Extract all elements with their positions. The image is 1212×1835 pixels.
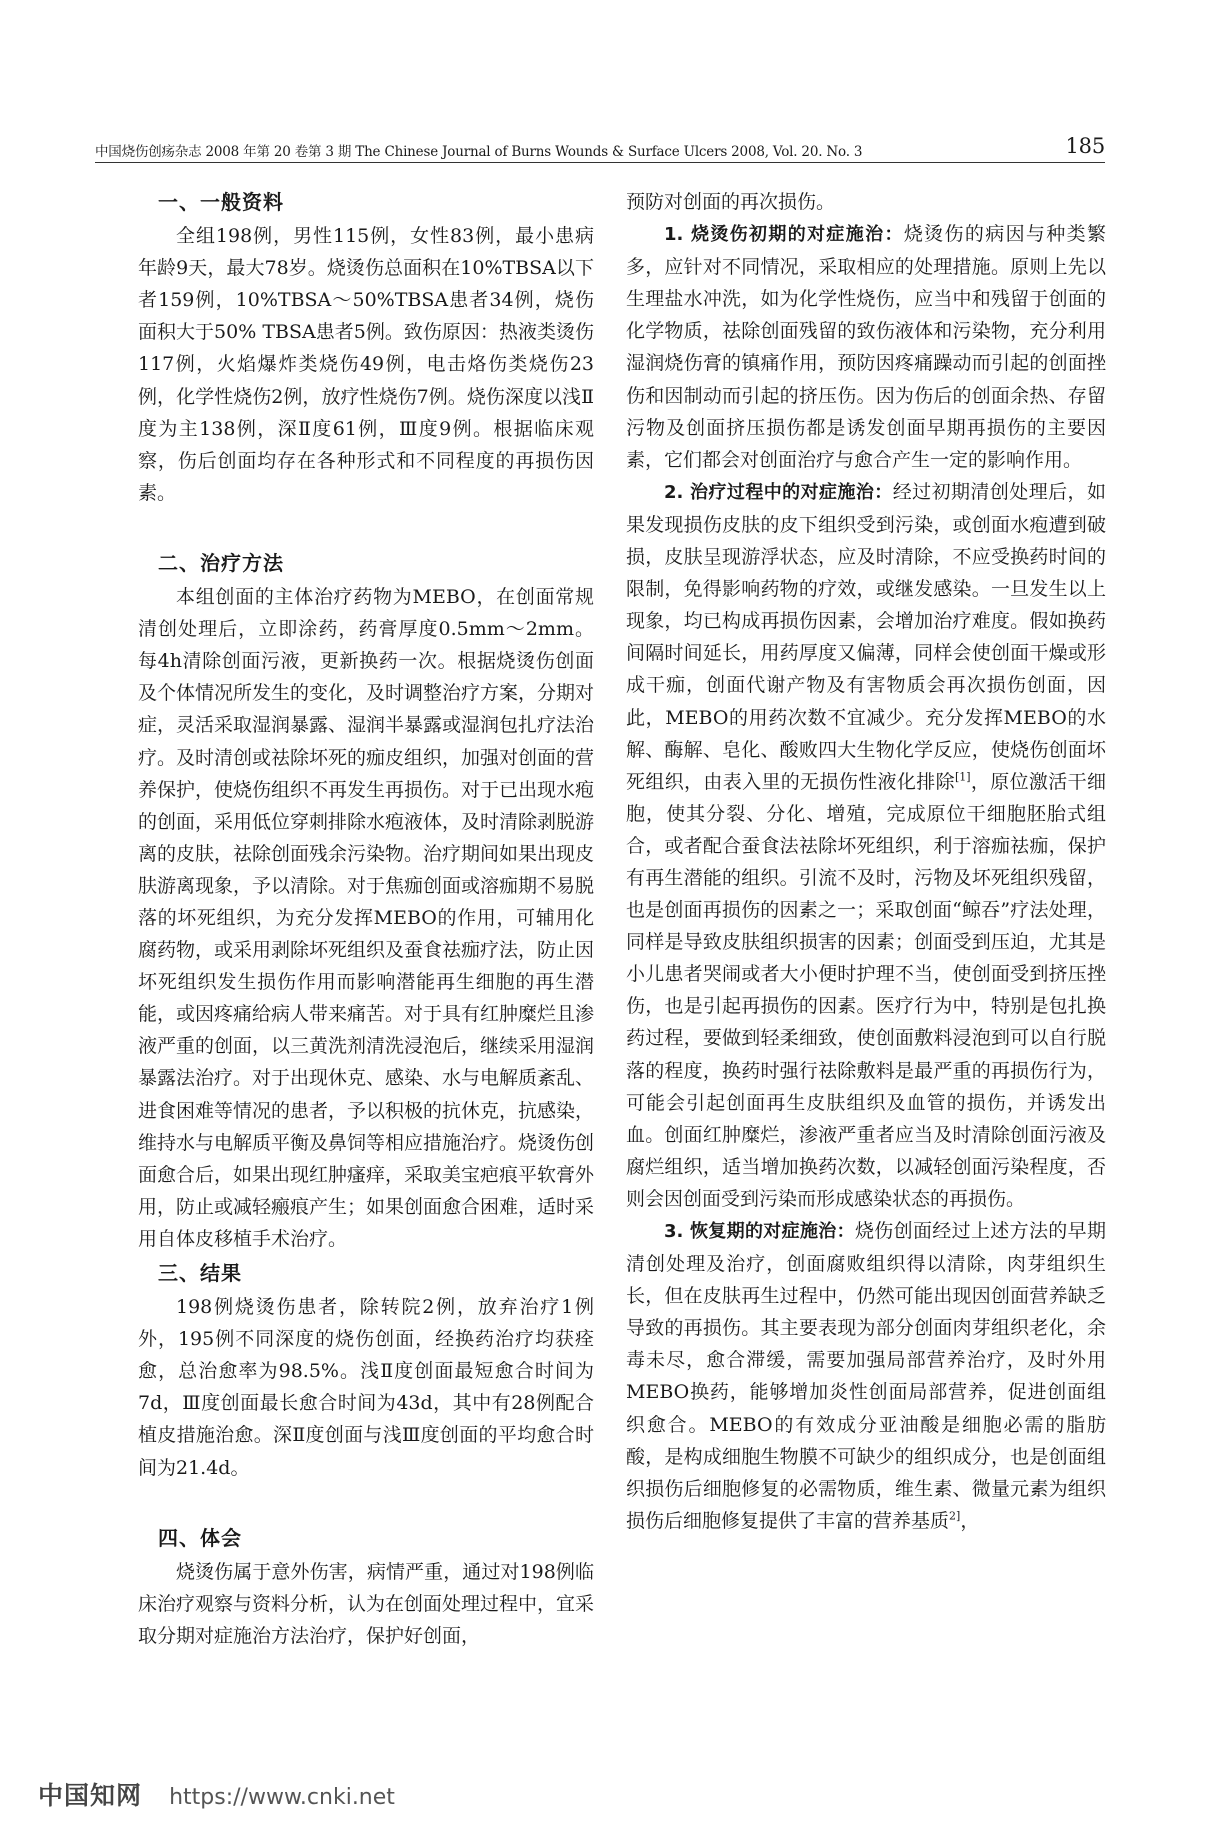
paragraph-results: 198例烧烫伤患者，除转院2例，放弃治疗1例外，195例不同深度的烧伤创面，经换药治疗均获痊愈，总治愈率为98.5%。浅Ⅱ度创面最短愈合时间为7d，Ⅲ度创面最长愈合时间为43d，其中有28例配合植皮措施治愈。深Ⅱ度创面与浅Ⅲ度创面的平均愈合时间为21.4d。: [138, 1296, 594, 1479]
text-treatment-stage-a: 经过初期清创处理后，如果发现损伤皮肤的皮下组织受到污染，或创面水疱遭到破损，皮肤呈现游浮状态，应及时清除，不应受换药时间的限制，免得影响药物的疗效，或继发感染。一旦发生以上现象，均已构成再损伤因素，会增加治疗难度。假如换药间隔时间延长，用药厚度又偏薄，同样会使创面干燥或形成干痂，创面代谢产物及有害物质会再次损伤创面，因此，MEBO的用药次数不宜减少。充分发挥MEBO的水解、酶解、皂化、酸败四大生物化学反应，使烧伤创面坏死组织，由表入里的无损伤性液化排除: [626, 480, 1106, 793]
cnki-logo: 中国知网: [38, 1781, 143, 1810]
watermark-footer: [38, 1776, 395, 1816]
right-column: [626, 186, 1106, 1537]
section-heading-results: 三、结果: [158, 1261, 242, 1285]
left-column: [138, 186, 594, 1652]
run-in-heading-treatment: 2. 治疗过程中的对症施治：: [664, 481, 893, 503]
paragraph-methods: 本组创面的主体治疗药物为MEBO，在创面常规清创处理后，立即涂药，药膏厚度0.5mm～2mm。每4h清除创面污液，更新换药一次。根据烧烫伤创面及个体情况所发生的变化，及时调整治疗方案，分期对症，灵活采取湿润暴露、湿润半暴露或湿润包扎疗法治疗。及时清创或祛除坏死的痂皮组织，加强对创面的营养保护，使烧伤组织不再发生再损伤。对于已出现水疱的创面，采用低位穿刺排除水疱液体，及时清除剥脱游离的皮肤，祛除创面残余污染物。治疗期间如果出现皮肤游离现象，予以清除。对于焦痂创面或溶痂期不易脱落的坏死组织，为充分发挥MEBO的作用，可辅用化腐药物，或采用剥除坏死组织及蚕食祛痂疗法，防止因坏死组织发生损伤作用而影响潜能再生细胞的再生潜能，或因疼痛给病人带来痛苦。对于具有红肿糜烂且渗液严重的创面，以三黄洗剂清洗浸泡后，继续采用湿润暴露法治疗。对于出现休克、感染、水与电解质紊乱、进食困难等情况的患者，予以积极的抗休克，抗感染，维持水与电解质平衡及鼻饲等相应措施治疗。烧烫伤创面愈合后，如果出现红肿瘙痒，采取美宝疤痕平软膏外用，防止或减轻瘢痕产生；如果创面愈合困难，适时采用自体皮移植手术治疗。: [138, 586, 595, 1250]
reference-marker-1: [1]: [954, 770, 971, 784]
text-treatment-stage-b: ，原位激活干细胞，使其分裂、分化、增殖，完成原位干细胞胚胎式组合，或者配合蚕食法祛除坏死组织，利于溶痂祛痂，保护有再生潜能的组织。引流不及时，污物及坏死组织残留，也是创面再损伤的因素之一；采取创面“鲸吞”疗法处理，同样是导致皮肤组织损害的因素；创面受到压迫，尤其是小儿患者哭闹或者大小便时护理不当，使创面受到挤压挫伤，也是引起再损伤的因素。医疗行为中，特别是包扎换药过程，要做到轻柔细致，使创面敷料浸泡到可以自行脱落的程度，换药时强行祛除敷料是最严重的再损伤行为，可能会引起创面再生皮肤组织及血管的损伤，并诱发出血。创面红肿糜烂，渗液严重者应当及时清除创面污液及腐烂组织，适当增加换药次数，以减轻创面污染程度，否则会因创面受到污染而形成感染状态的再损伤。: [626, 770, 1106, 1210]
journal-citation: 中国烧伤创疡杂志 2008 年第 20 卷第 3 期 The Chinese Journal of Burns Wounds & Surface Ulcers 2008, Vol. 20. No. 3: [95, 144, 863, 160]
cnki-url: https://www.cnki.net: [169, 1785, 395, 1810]
paragraph-discussion: 烧烫伤属于意外伤害，病情严重，通过对198例临床治疗观察与资料分析，认为在创面处理过程中，宜采取分期对症施治方法治疗，保护好创面，: [138, 1560, 595, 1647]
text-recovery-stage-b: ，: [960, 1509, 980, 1532]
paragraph-treatment-stage: [626, 476, 1106, 1215]
paragraph-initial-stage: [626, 218, 1106, 476]
paragraph-general: 全组198例，男性115例，女性83例，最小患病年龄9天，最大78岁。烧烫伤总面积在10%TBSA以下者159例，10%TBSA～50%TBSA患者34例，烧伤面积大于50% TBSA患者5例。致伤原因：热液类烫伤117例，火焰爆炸类烧伤49例，电击烙伤类烧伤23例，化学性烧伤2例，放疗性烧伤7例。烧伤深度以浅Ⅱ度为主138例，深Ⅱ度61例，Ⅲ度9例。根据临床观察，伤后创面均存在各种形式和不同程度的再损伤因素。: [138, 225, 594, 504]
reference-marker-2: 2]: [949, 1509, 961, 1523]
page-number: 185: [1065, 134, 1105, 158]
section-heading-general: 一、一般资料: [158, 190, 284, 214]
run-in-heading-initial: 1. 烧烫伤初期的对症施治：: [664, 224, 904, 246]
text-initial-stage: 烧烫伤的病因与种类繁多，应针对不同情况，采取相应的处理措施。原则上先以生理盐水冲洗，如为化学性烧伤，应当中和残留于创面的化学物质，祛除创面残留的致伤液体和污染物，充分利用湿润烧伤膏的镇痛作用，预防因疼痛躁动而引起的创面挫伤和因制动而引起的挤压伤。因为伤后的创面余热、存留污物及创面挤压损伤都是诱发创面早期再损伤的主要因素，它们都会对创面治疗与愈合产生一定的影响作用。: [626, 223, 1106, 471]
text-recovery-stage-a: 烧伤创面经过上述方法的早期清创处理及治疗，创面腐败组织得以清除，肉芽组织生长，但在皮肤再生过程中，仍然可能出现因创面营养缺乏导致的再损伤。其主要表现为部分创面肉芽组织老化，余毒未尽，愈合滞缓，需要加强局部营养治疗，及时外用MEBO换药，能够增加炎性创面局部营养，促进创面组织愈合。MEBO的有效成分亚油酸是细胞必需的脂肪酸，是构成细胞生物膜不可缺少的组织成分，也是创面组织损伤后细胞修复的必需物质，维生素、微量元素为组织损伤后细胞修复提供了丰富的营养基质: [626, 1220, 1106, 1532]
section-heading-discussion: 四、体会: [158, 1525, 242, 1550]
running-header: [95, 136, 1105, 163]
paragraph-recovery-stage: [626, 1215, 1106, 1537]
run-in-heading-recovery: 3. 恢复期的对症施治：: [664, 1221, 855, 1242]
section-heading-methods: 二、治疗方法: [158, 550, 284, 575]
paragraph-continuation: 预防对创面的再次损伤。: [626, 191, 836, 213]
